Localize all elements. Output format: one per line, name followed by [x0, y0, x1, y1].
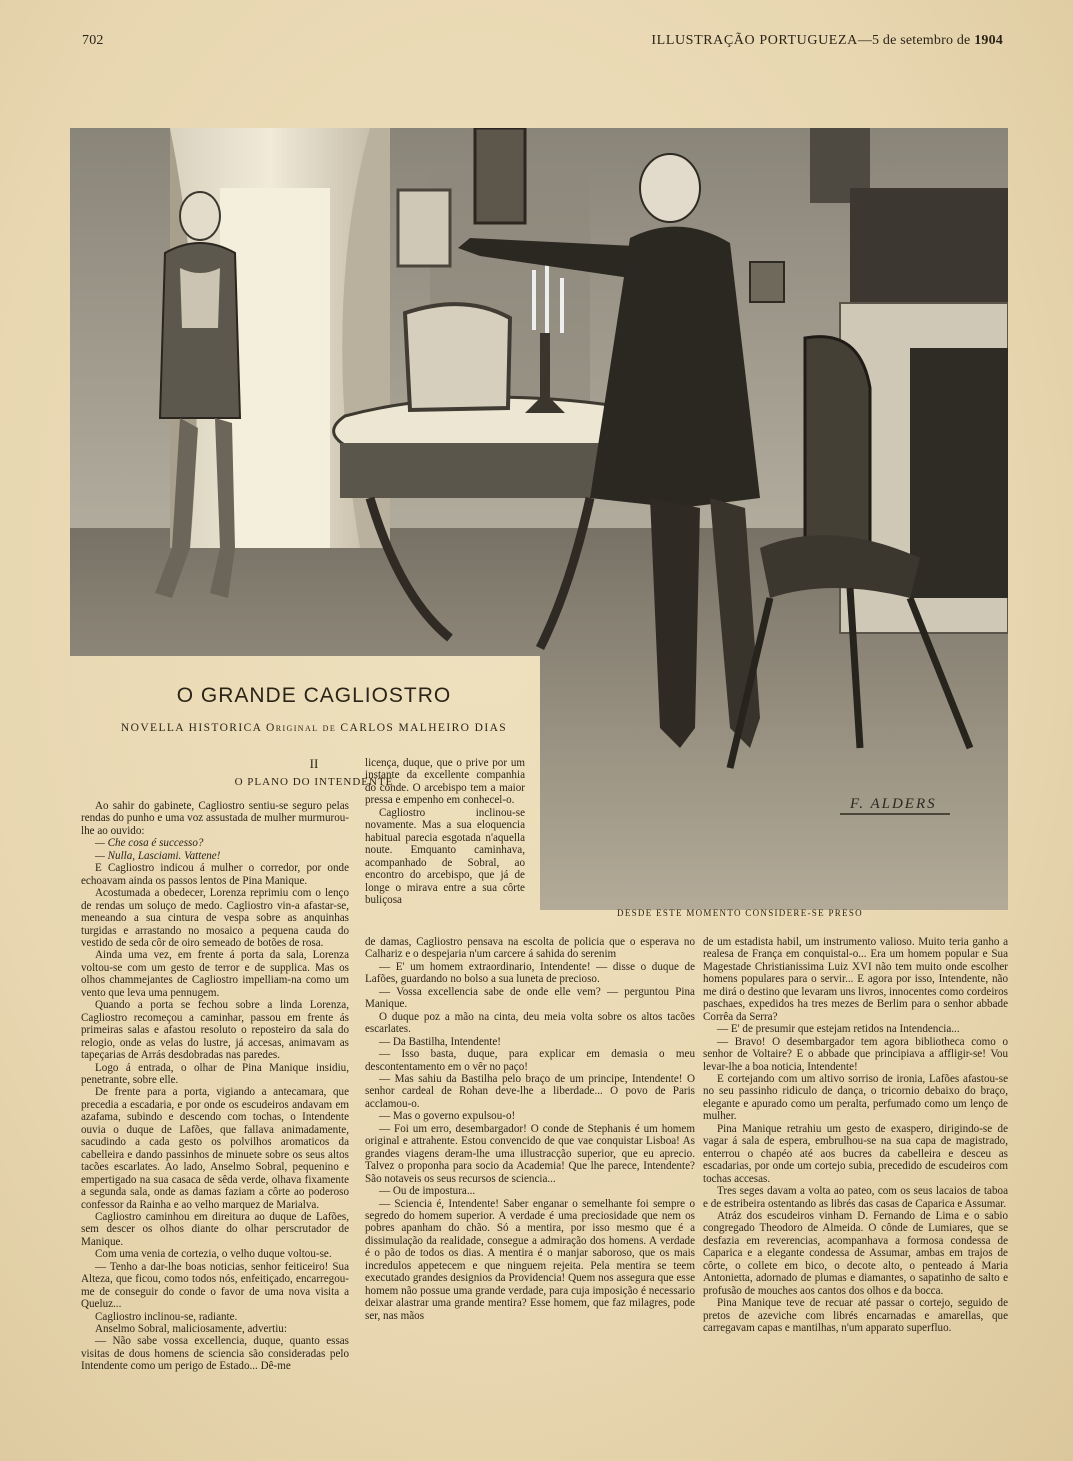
illustration-drawing: [70, 128, 1008, 910]
paragraph: — Tenho a dar-lhe boas noticias, senhor feiticeiro! Sua Alteza, que ficou, como todos nós, enfeitiçado, encarregou-me de conseguir do conde o favor de uma nova visita a Queluz...: [81, 1260, 349, 1311]
paragraph: — Da Bastilha, Intendente!: [379, 1035, 501, 1048]
paragraph: — E' de presumir que estejam retidos na Intendencia...: [717, 1023, 960, 1036]
paragraph: licença, duque, que o prive por um instante da excellente companhia do conde. O arcebispo tem a maior pressa e empenho em conhecel-o.: [365, 757, 525, 807]
paragraph: — Che cosa é successo?: [95, 837, 204, 850]
paragraph: Com uma venia de cortezia, o velho duque voltou-se.: [95, 1248, 332, 1261]
paragraph: Pina Manique retrahiu um gesto de exaspero, dirigindo-se de vagar á sala de espera, embrulhou-se na sua capa de magistrado, enterrou o chapéo até aos bucres da cabelleira e desceu as escadarias, por onde um cortejo subia, precedido de escudeiros com tochas accesas.: [703, 1122, 1008, 1185]
paragraph: Cagliostro inclinou-se novamente. Mas a sua eloquencia habitual parecia esgotada n'aquella noute. Emquanto caminhava, acompanhado de Sobral, ao encontro do arcebispo, que já de longe o mirava entre a sua côrte buliçosa: [365, 806, 525, 906]
issue-year: 1904: [974, 33, 1003, 48]
illustration: [70, 128, 1008, 910]
paragraph: Cagliostro caminhou em direitura ao duque de Lafões, sem descer os olhos diante do olhar perscrutador de Manique.: [81, 1210, 349, 1248]
paragraph: — Vossa excellencia sabe de onde elle vem? — perguntou Pina Manique.: [365, 985, 695, 1011]
issue-date: —5 de setembro de: [857, 33, 971, 48]
publication-name: ILLUSTRAÇÃO PORTUGUEZA: [651, 33, 858, 48]
paragraph: E Cagliostro indicou á mulher o corredor, por onde echoavam ainda os passos lentos de Pina Manique.: [81, 862, 349, 887]
paragraph: De frente para a porta, vigiando a antecamara, que precedia a escadaria, e por onde os escudeiros andavam em azafama, subindo e descendo com tochas, o Intendente ouvia o duque de Lafões, que fallava animadamente, sacudindo a cada gesto os polvilhos aromaticos da cabelleira e dando passinhos de minuete sobre os seus altos tacões escarlates. Ao lado, Anselmo Sobral, pequenino e empertigado na sua casaca de sêda verde, olhava fixamente a segunda sala, onde as damas faziam a côrte ao poderoso confessor da Rainha e ao velho marquez de Marialva.: [81, 1086, 349, 1211]
page-number: 702: [82, 33, 104, 48]
paragraph: de damas, Cagliostro pensava na escolta de policia que o esperava no Calhariz e o despejaria n'um carcere á sahida do serenim: [365, 936, 695, 961]
text-column-3: [703, 936, 1008, 1335]
paragraph: — Nulla, Lasciami. Vattene!: [95, 849, 221, 862]
paragraph: — Foi um erro, desembargador! O conde de Stephanis é um homem original e attrahente. Estou convencido de que vae conquistar Lisboa! As grandes viagens deram-lhe uma illustracção superior, que eu aprecio. Talvez o proponha para socio da Academia! Que lhe parece, Intendente? São notaveis os seus recursos de sciencia...: [365, 1122, 695, 1185]
paragraph: Ainda uma vez, em frente á porta da sala, Lorenza voltou-se com um gesto de terror e de supplica. Mas os olhos chammejantes de Cagliostro impelliam-na como um vento que leva uma pennugem.: [81, 949, 349, 999]
paragraph: de um estadista habil, um instrumento valioso. Muito teria ganho a realesa de França em conquistal-o... Era um homem popular e Sua Magestade Christianissima Luiz XVI não tem muito onde escolher homens populares para o servir... E agora por isso, Intendente, não me dirá o destino que levaram uns livros, innocentes como cordeiros paschaes, expedidos ha tres mezes de Berlim para o senhor abbade Corrêa da Serra?: [703, 936, 1008, 1023]
artist-signature: F. ALDERS: [850, 796, 937, 812]
paragraph: — Bravo! O desembargador tem agora bibliotheca como o senhor de Voltaire? E o abbade que principiava a affligir-se! Vou levar-lhe a boa noticia, Intendente!: [703, 1035, 1008, 1073]
paragraph: Ao sahir do gabinete, Cagliostro sentiu-se seguro pelas rendas do punho e uma voz assustada de mulher murmurou-lhe ao ouvido:: [81, 800, 349, 837]
paragraph: Atráz dos escudeiros vinham D. Fernando de Lima e o sabio congregado Theodoro de Almeida. O cônde de Lumiares, que se desfazia em reverencias, acompanhava a formosa condessa de Caparica e a elegante condessa de Assumar, ambas em trajos de côrte, o collete em bico, o decote alto, o penteado á Maria Antonietta, adornado de plumas e diamantes, o sapatinho de salto e profusão de mouches aos cantos dos olhos e da bocca.: [703, 1209, 1008, 1297]
text-column-2: [365, 936, 695, 1322]
paragraph: O duque poz a mão na cinta, deu meia volta sobre os altos tacões escarlates.: [365, 1010, 695, 1036]
text-column-1: [81, 800, 349, 1373]
article-title: O GRANDE CAGLIOSTRO: [176, 684, 452, 707]
illustration-caption: DESDE ESTE MOMENTO CONSIDERE-SE PRESO: [617, 908, 863, 918]
chapter-number: II: [309, 756, 319, 771]
paragraph: Quando a porta se fechou sobre a linda Lorenza, Cagliostro recomeçou a caminhar, passou em frente ás primeiras salas e afastou resoluto o reposteiro da sala do relogio, onde as velas do lustre, já accesas, animavam as tapeçarias de Arrás desdobradas nas paredes.: [81, 999, 349, 1062]
article-subtitle: NOVELLA HISTORICA Original de CARLOS MALHEIRO DIAS: [120, 722, 508, 734]
paragraph: — Mas o governo expulsou-o!: [379, 1110, 516, 1123]
paragraph: Acostumada a obedecer, Lorenza reprimiu com o lenço de rendas um soluço de medo. Cagliostro vin-a afastar-se, meneando a sua cintura de vespa sobre as anquinhas turgidas e arrastando no mosaico a pequena cauda do vestido de seda côr de oiro semeado de botões de rosa.: [81, 887, 349, 949]
paragraph: Logo á entrada, o olhar de Pina Manique insidiu, penetrante, sobre elle.: [81, 1061, 349, 1086]
paragraph: Pina Manique teve de recuar até passar o cortejo, seguido de pretos de azeviche com librés encarnadas e amarellas, que carregavam capas e mantilhas, n'um apparato superfluo.: [703, 1297, 1008, 1335]
paragraph: — Não sabe vossa excellencia, duque, quanto essas visitas de dous homens de sciencia são consideradas pelo Intendente como um perigo de Estado... Dê-me: [81, 1335, 349, 1373]
text-column-2-top: [365, 757, 525, 906]
paragraph: — Isso basta, duque, para explicar em demasia o meu descontentamento em o vêr no paço!: [365, 1048, 695, 1073]
paragraph: — E' um homem extraordinario, Intendente! — disse o duque de Lafões, guardando no bolso a sua luneta de precioso.: [365, 960, 695, 986]
paragraph: Anselmo Sobral, maliciosamente, advertiu:: [95, 1323, 287, 1336]
paragraph: Tres seges davam a volta ao pateo, com os seus lacaios de taboa e de estribeira ostentando as librés das casas de Caparica e Assumar.: [703, 1185, 1008, 1210]
running-header: [651, 33, 1003, 49]
paragraph: — Sciencia é, Intendente! Saber enganar o semelhante foi sempre o segredo do homem superior. A verdade é uma preciosidade que nem os pobres apanham do chão. Só a mentira, por isso mesmo que é a dissimulação da realidade, consegue a admiração dos homens. A verdade é o pão de todos os dias. A mentira é o manjar saboroso, que os mais incredulos appetecem e que ninguem rejeita. Pela mentira se teem executado grandes designios da Providencia! Quem nos assegura que esse homem não possue uma grande verdade, para cuja imposição é necessario deixar alastrar uma grande mentira? Esse homem, que faz milagres, pode ser, nas mãos: [365, 1197, 695, 1322]
chapter-title: O PLANO DO INTENDENTE: [234, 776, 394, 788]
paragraph: — Mas sahiu da Bastilha pelo braço de um principe, Intendente! O senhor cardeal de Rohan deve-lhe a liberdade... O povo de Paris acclamou-o.: [365, 1072, 695, 1110]
paragraph: E cortejando com um altivo sorriso de ironia, Lafões afastou-se no seu passinho ridiculo de dança, o tricornio debaixo do braço, elegante e apurado como um peralta, perfumado como um lenço de mulher.: [703, 1072, 1008, 1123]
paragraph: Cagliostro inclinou-se, radiante.: [95, 1310, 238, 1323]
paragraph: — Ou de impostura...: [379, 1185, 476, 1198]
